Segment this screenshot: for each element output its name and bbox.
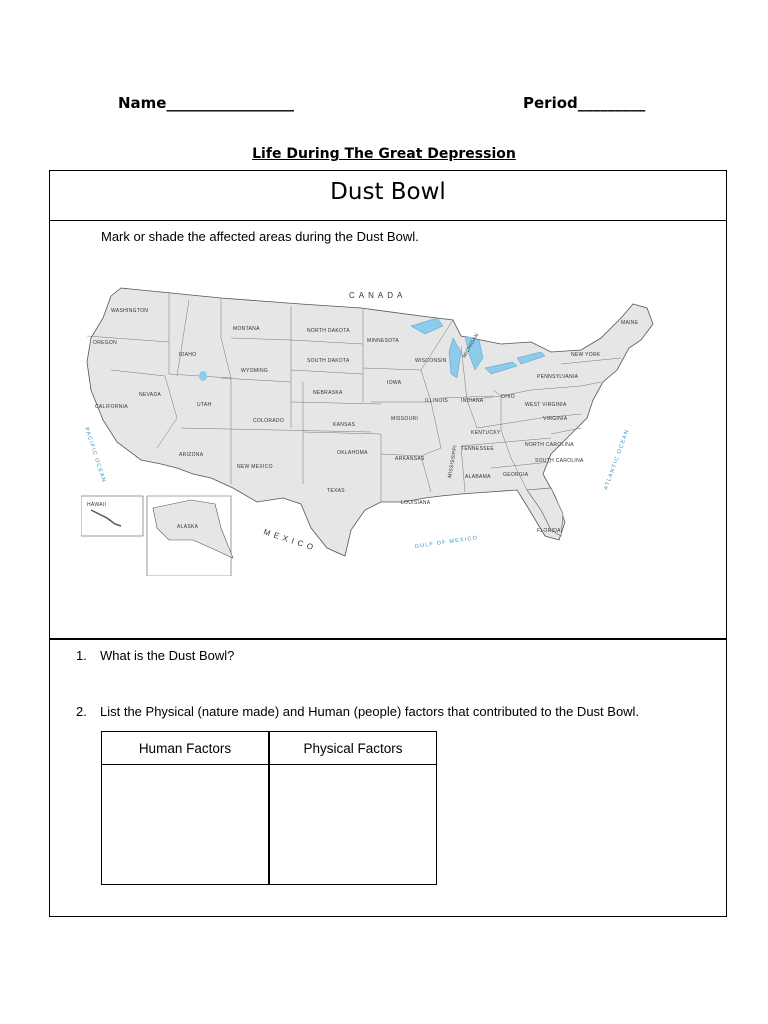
state-label: OHIO <box>501 394 515 400</box>
state-label: MISSOURI <box>391 416 419 422</box>
state-label: GEORGIA <box>503 472 529 478</box>
state-label: NEW YORK <box>571 352 601 358</box>
question-1 <box>76 648 234 663</box>
question-text: List the Physical (nature made) and Human (people) factors that contributed to the Dust Bowl. <box>100 704 640 719</box>
state-label: TEXAS <box>327 488 345 494</box>
state-label: MONTANA <box>233 326 260 332</box>
state-label: NORTH CAROLINA <box>525 442 574 448</box>
state-label: ILLINOIS <box>425 398 448 404</box>
map-section <box>49 220 727 639</box>
question-number: 1. <box>76 648 87 663</box>
state-label: LOUISIANA <box>401 500 431 506</box>
state-label: COLORADO <box>253 418 285 424</box>
human-factors-header: Human Factors <box>102 732 269 765</box>
human-factors-cell[interactable] <box>102 765 269 885</box>
state-label: ALASKA <box>177 524 199 530</box>
state-label: WEST VIRGINIA <box>525 402 567 408</box>
physical-factors-header: Physical Factors <box>269 732 437 765</box>
state-label: SOUTH CAROLINA <box>535 458 584 464</box>
state-label: OKLAHOMA <box>337 450 368 456</box>
map-label-canada: CANADA <box>349 291 407 300</box>
state-label: WYOMING <box>241 368 269 374</box>
us-map[interactable] <box>81 278 669 576</box>
name-label: Name_________________ <box>118 94 294 112</box>
state-label: PENNSYLVANIA <box>537 374 579 380</box>
state-label: NEW MEXICO <box>237 464 273 470</box>
question-2 <box>76 704 639 719</box>
state-label: MISSISSIPPI <box>447 444 459 479</box>
state-label: INDIANA <box>461 398 484 404</box>
map-instruction: Mark or shade the affected areas during the Dust Bowl. <box>101 229 419 244</box>
map-label-gulf: GULF OF MEXICO <box>414 535 479 550</box>
state-label: NEVADA <box>139 392 161 398</box>
state-label: UTAH <box>197 402 212 408</box>
state-label: IOWA <box>387 380 402 386</box>
state-label: KANSAS <box>333 422 356 428</box>
state-label: SOUTH DAKOTA <box>307 358 350 364</box>
state-label: ARIZONA <box>179 452 204 458</box>
state-label: IDAHO <box>179 352 197 358</box>
factors-table <box>101 731 437 885</box>
map-label-atlantic: ATLANTIC OCEAN <box>603 428 631 491</box>
physical-factors-cell[interactable] <box>269 765 437 885</box>
state-label: HAWAII <box>87 502 107 508</box>
question-text: What is the Dust Bowl? <box>100 648 235 663</box>
state-label: NEBRASKA <box>313 390 343 396</box>
page-title: Life During The Great Depression <box>252 146 516 162</box>
state-label: MICHIGAN <box>461 332 481 359</box>
period-label: Period_________ <box>523 94 646 112</box>
map-label-mexico: MEXICO <box>262 527 319 554</box>
section-title-box <box>49 170 727 221</box>
state-label: ALABAMA <box>465 474 491 480</box>
state-label: MINNESOTA <box>367 338 400 344</box>
section-title: Dust Bowl <box>330 179 446 205</box>
state-label: KENTUCKY <box>471 430 501 436</box>
state-label: NORTH DAKOTA <box>307 328 350 334</box>
state-label: OREGON <box>93 340 118 346</box>
us-map-svg[interactable] <box>81 278 669 576</box>
map-label-pacific: PACIFIC OCEAN <box>83 426 107 484</box>
great-salt-lake <box>199 371 207 381</box>
questions-section <box>49 638 727 917</box>
state-label: TENNESSEE <box>461 446 494 452</box>
state-label: WISCONSIN <box>415 358 447 364</box>
state-label: MAINE <box>621 320 639 326</box>
state-label: CALIFORNIA <box>95 404 129 410</box>
state-label: FLORIDA <box>537 528 561 534</box>
state-label: ARKANSAS <box>395 456 425 462</box>
state-label: VIRGINIA <box>543 416 568 422</box>
question-number: 2. <box>76 704 87 719</box>
state-label: WASHINGTON <box>111 308 149 314</box>
